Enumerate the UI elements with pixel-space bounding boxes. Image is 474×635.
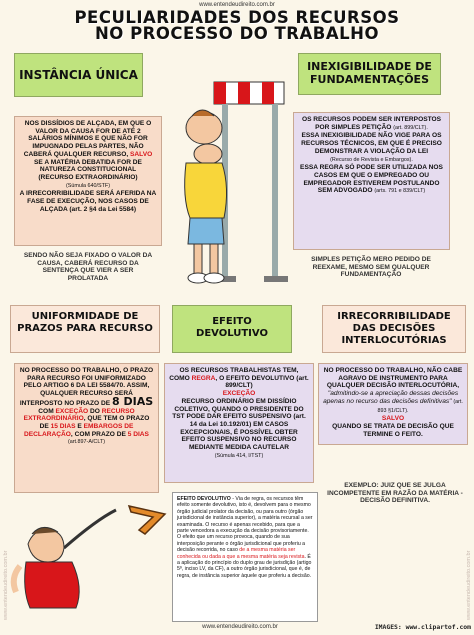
title-line-2: NO PROCESSO DO TRABALHO (95, 24, 379, 43)
box4-header (172, 305, 292, 353)
box4-excecao: EXCEÇÃO (222, 390, 256, 398)
watermark-left: www.entendeudireito.com.br (3, 550, 9, 620)
box6-text-2: O efeito que um recurso provoca, quando de sua interposição perante o órgão jurisdicional que proferiu a decisão recorrida, no caso (177, 534, 306, 554)
watermark-right: www.entendeudireito.com.br (466, 550, 472, 620)
box3-text-2b: DO (89, 407, 100, 415)
box3-text-2d: E (77, 422, 82, 430)
title-line-1: PECULIARIDADES DOS RECURSOS (74, 8, 400, 27)
box5-example: EXEMPLO: JUIZ QUE SE JULGA INCOMPETENTE EM RAZÃO DA MATÉRIA - DECISÃO DEFINITIVA. (327, 482, 463, 505)
box6-text-1: - Via de regra, os recursos têm efeito somente devolutivo, isto é, devolvem para o mesmo órgão judicial prolator da decisão, ou para outro (órgão jurisdicional de instância superior), a matéria recursal a ser examinada. O recurso é apenas recebido, para que a parte vencedora a execução da decisão provisoriamente. (177, 496, 313, 535)
box1-ref: (Súmula 640/STF) (65, 182, 111, 189)
box6-label: EFEITO DEVOLUTIVO (177, 496, 231, 502)
box5-quote: "admitindo-se a apreciação dessas decisões apenas no recurso das decisões definitivas" (323, 390, 459, 405)
box4-ref: (Súmula 414, I/TST) (214, 452, 264, 459)
box3-embargos: EMBARGOS DE DECLARAÇÃO (24, 422, 134, 438)
box5-text-1: NO PROCESSO DO TRABALHO, NÃO CABE AGRAVO DE INSTRUMENTO PARA QUALQUER DECISÃO INTERLOCUTÓRIA, (323, 367, 463, 390)
box3-re: RECURSO EXTRAORDINÁRIO (23, 407, 135, 423)
box3-5-days: 5 DIAS (127, 430, 149, 438)
site-url-top: www.entendeudireito.com.br (199, 2, 275, 8)
box2-ref-3: (arts. 791 e 839/CLT) (374, 188, 426, 195)
box4-header-text: EFEITO DEVOLUTIVO (196, 316, 268, 339)
page-title (0, 10, 474, 42)
box3-text-2a: COM (38, 407, 54, 415)
box3-header (10, 305, 160, 353)
box2-text-1: OS RECURSOS PODEM SER INTERPOSTOS POR SIMPLES PETIÇÃO (301, 116, 442, 131)
box6-body (172, 492, 318, 622)
box5-salvo: SALVO (381, 415, 405, 423)
box2-header-text: INEXIGIBILIDADE DE FUNDAMENTAÇÕES (307, 60, 432, 86)
box3-body (14, 363, 159, 493)
box3-header-text: UNIFORMIDADE DE PRAZOS PARA RECURSO (17, 311, 153, 334)
box5-text-3: QUANDO SE TRATA DE DECISÃO QUE TERMINE O FEITO. (332, 422, 454, 438)
box1-text-2: SE A MATÉRIA DEBATIDA FOR DE NATUREZA CONSTITUCIONAL (34, 158, 142, 174)
box1-header (14, 53, 143, 97)
box3-text-1: NO PROCESSO DO TRABALHO, O PRAZO PARA RECURSO FOI UNIFORMIZADO PELO ARTIGO 6 DA LEI 5584/70. ASSIM, QUALQUER RECURSO SERÁ INTERPOSTO NO PRAZO DE (19, 367, 154, 407)
box4-text-1: OS RECURSOS TRABALHISTAS TEM, COMO (169, 367, 299, 382)
box5-body (318, 363, 468, 445)
box1-text-4: A IRRECORRIBILIDADE SERÁ AFERIDA NA FASE DE EXECUÇÃO, NOS CASOS DE ALÇADA (art. 2 §4 da Lei 5584) (19, 190, 157, 213)
box2-body (293, 112, 450, 250)
box2-text-2: ESSA INEXIGIBILIDADE NÃO VIGE PARA OS RECURSOS TÉCNICOS, EM QUE É PRECISO DEMONSTRAR A VIOLAÇÃO DA LEI (301, 132, 442, 155)
box1-body (14, 116, 162, 246)
box5-ref: (art. 893 §1/CLT). (377, 398, 463, 414)
box1-text-3: (RECURSO EXTRAORDINÁRIO) (38, 173, 138, 181)
box2-ref-2: (Recurso de Revista e Embargos). (330, 156, 413, 163)
boomerang-icon (125, 500, 171, 538)
box3-days: 8 DIAS (112, 394, 154, 408)
box3-ref: (art.897-A/CLT) (67, 439, 106, 446)
site-url-bottom: www.entendeudireito.com.br (202, 624, 278, 630)
box1-header-text: INSTÂNCIA ÚNICA (19, 68, 138, 82)
box3-text-2c: , QUE TEM O PRAZO DE (39, 415, 150, 430)
cartoon-man-icon (152, 58, 292, 290)
box1-salvo: SALVO (130, 150, 153, 158)
box2-below: SIMPLES PETIÇÃO MERO PEDIDO DE REEXAME, MESMO SEM QUALQUER FUNDAMENTAÇÃO (311, 256, 431, 279)
box4-body (164, 363, 314, 483)
cartoon-man-throwing-icon (6, 500, 126, 618)
box4-text-2: RECURSO ORDINÁRIO EM DISSÍDIO COLETIVO, QUANDO O PRESIDENTE DO TST PODE DAR EFEITO SUSPENSIVO (art. 14 da Lei 10.192/01) EM CASOS EXCEPCIONAIS, É POSSÍVEL OBTER EFEITO SUSPENSIVO NO RECURSO MEDIANTE MEDIDA CAUTELAR (172, 397, 306, 452)
box6-text-3: . É a aplicação do princípio do duplo grau de jurisdição (artigo 5º, inciso LV, da CF), a outro órgão jurisdicional, que é, de regra, de instância superior àquele que proferiu a decisão. (177, 553, 312, 579)
box2-text-3: ESSA REGRA SÓ PODE SER UTILIZADA NOS CASOS EM QUE O EMPREGADO OU EMPREGADOR ESTIVEREM POSTULANDO SEM ADVOGADO (300, 164, 443, 195)
box3-15-days: 15 DIAS (50, 422, 76, 430)
box1-below: SENDO NÃO SEJA FIXADO O VALOR DA CAUSA, CABERÁ RECURSO DA SENTENÇA QUE VIER A SER PROLATADA (23, 252, 153, 282)
box5-header (322, 305, 466, 353)
box3-text-2e: , COM PRAZO DE (70, 430, 126, 438)
box2-header (298, 53, 441, 95)
box6-highlight: de a mesma matéria ser conhecida ou dada a que a mesma matéria seja revista (177, 547, 305, 560)
box3-excecao: EXCEÇÃO (55, 407, 89, 415)
box2-ref-1: (art. 899/CLT). (393, 124, 428, 131)
box5-header-text: IRRECORRIBILIDADE DAS DECISÕES INTERLOCUTÓRIAS (337, 311, 451, 346)
image-credit: IMAGES: www.clipartof.com (374, 623, 471, 631)
box4-text-1b: , O EFEITO DEVOLUTIVO (art. 899/CLT) (215, 374, 309, 390)
box1-text-1: NOS DISSÍDIOS DE ALÇADA, EM QUE O VALOR DA CAUSA FOR DE ATÉ 2 SALÁRIOS MÍNIMOS E QUE NÃO FOR IMPUGNADO PELAS PARTES, NÃO CABERÁ QUALQUER RECURSO, (23, 120, 152, 158)
box4-regra: REGRA (191, 374, 216, 382)
